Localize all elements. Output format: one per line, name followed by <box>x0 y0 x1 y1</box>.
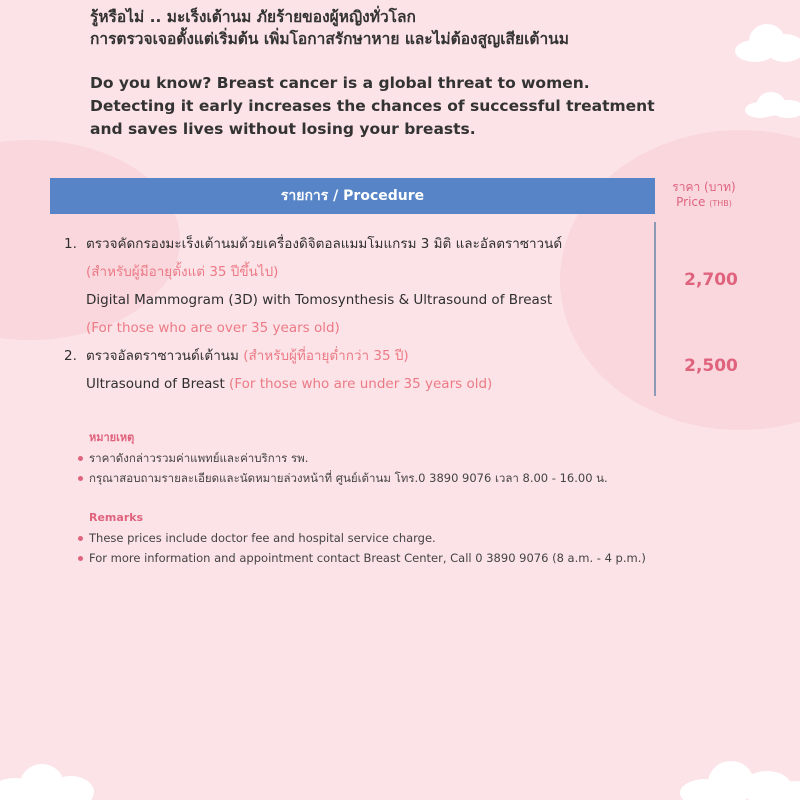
notes-thai-item-1-text: ราคาดังกล่าวรวมค่าแพทย์และค่าบริการ รพ. <box>89 451 309 465</box>
price-header-th: ราคา (บาท) <box>672 180 736 194</box>
procedure-2-en-note: (For those who are under 35 years old) <box>229 376 493 392</box>
notes-thai-item-2-text: กรุณาสอบถามรายละเอียดและนัดหมายล่วงหน้าที่ ศูนย์เต้านม โทร.0 3890 9076 เวลา 8.00 - 16.00 น. <box>89 471 608 485</box>
procedure-1-th-line <box>64 230 562 258</box>
bullet-icon <box>78 556 83 561</box>
price-header-en <box>662 195 746 211</box>
procedure-2-en-line <box>64 370 492 398</box>
notes-english-item-1-text: These prices include doctor fee and hospital service charge. <box>89 531 436 545</box>
intro-th-line-1: รู้หรือไม่ .. มะเร็งเต้านม ภัยร้ายของผู้หญิงทั่วโลก <box>90 8 416 26</box>
cloud-decoration-bottom-left <box>0 760 100 800</box>
procedure-2-th-line <box>64 342 492 370</box>
procedure-2-number: 2. <box>64 348 77 364</box>
notes-english-title: Remarks <box>89 511 144 524</box>
notes-english-item <box>78 548 646 568</box>
procedure-1-en-note: (For those who are over 35 years old) <box>86 320 340 336</box>
procedure-1-th-name: ตรวจคัดกรองมะเร็งเต้านมด้วยเครื่องดิจิตอลแมมโมแกรม 3 มิติ และอัลตราซาวนด์ <box>86 236 563 252</box>
intro-th-line-2: การตรวจเจอตั้งแต่เริ่มต้น เพิ่มโอกาสรักษาหาย และไม่ต้องสูญเสียเต้านม <box>90 30 569 48</box>
notes-english-item-2-text: For more information and appointment contact Breast Center, Call 0 3890 9076 (8 a.m. - 4 p.m.) <box>89 551 646 565</box>
price-header-unit: (THB) <box>709 199 732 208</box>
intro-en-line-2: Detecting it early increases the chances of successful treatment <box>90 97 655 115</box>
column-divider <box>654 222 656 396</box>
procedure-2-th-note: (สำหรับผู้ที่อายุต่ำกว่า 35 ปี) <box>243 348 409 364</box>
procedure-1-number: 1. <box>64 236 77 252</box>
procedure-2-price: 2,500 <box>684 356 738 376</box>
notes-english <box>78 508 646 568</box>
intro-en-line-3: and saves lives without losing your breasts. <box>90 120 476 138</box>
procedure-header-bar <box>50 178 655 214</box>
cloud-decoration-top-right <box>735 20 800 65</box>
procedure-2-th-name: ตรวจอัลตราซาวนด์เต้านม <box>86 348 239 364</box>
procedure-1-price: 2,700 <box>684 270 738 290</box>
bullet-icon <box>78 536 83 541</box>
notes-thai-title: หมายเหตุ <box>89 431 135 444</box>
procedure-1-en-name: Digital Mammogram (3D) with Tomosynthesis & Ultrasound of Breast <box>86 292 553 308</box>
notes-thai-item <box>78 448 608 468</box>
intro-text <box>90 6 730 141</box>
bullet-icon <box>78 456 83 461</box>
procedure-item-2 <box>64 342 492 398</box>
procedure-2-en-name: Ultrasound of Breast <box>86 376 225 392</box>
procedure-1-th-note: (สำหรับผู้มีอายุตั้งแต่ 35 ปีขึ้นไป) <box>86 264 279 280</box>
bullet-icon <box>78 476 83 481</box>
notes-thai-item <box>78 468 608 488</box>
price-header-en-label: Price <box>676 195 706 209</box>
procedure-header-label: รายการ / Procedure <box>280 188 425 204</box>
cloud-decoration-bottom-right <box>680 755 800 800</box>
intro-en-line-1: Do you know? Breast cancer is a global threat to women. <box>90 74 590 92</box>
price-header <box>662 180 746 211</box>
notes-english-item <box>78 528 646 548</box>
cloud-decoration-right <box>745 90 800 120</box>
notes-thai <box>78 428 608 488</box>
procedure-item-1 <box>64 230 562 342</box>
